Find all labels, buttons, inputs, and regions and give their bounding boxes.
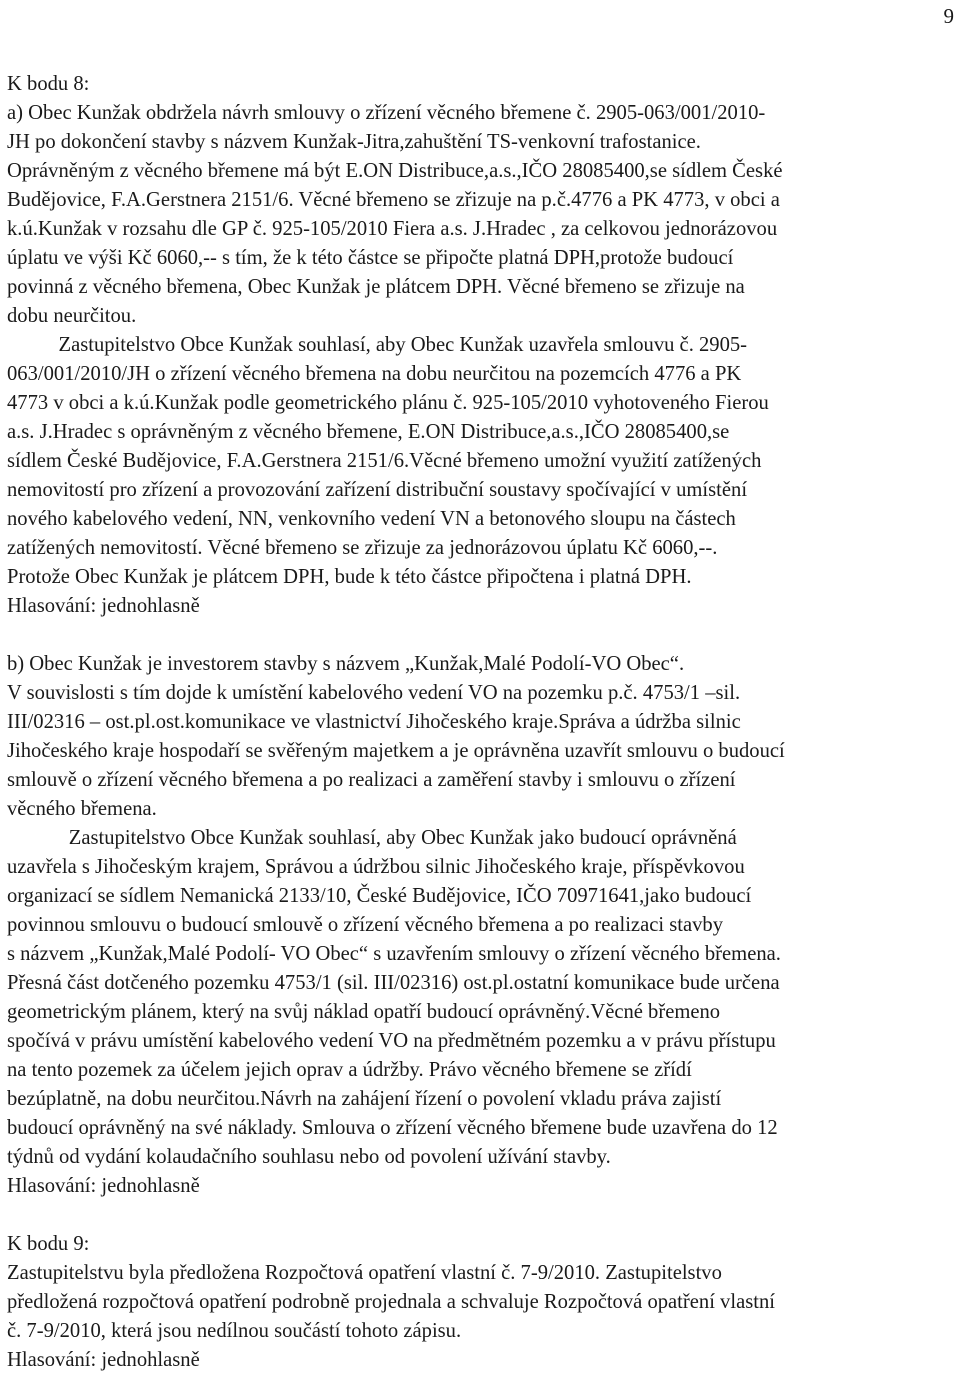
- item9-vote: Hlasování: jednohlasně: [7, 1349, 200, 1371]
- text-line: povinnou smlouvu o budoucí smlouvě o zřízení věcného břemena a po realizaci stavby: [7, 914, 723, 936]
- text-line: 4773 v obci a k.ú.Kunžak podle geometrického plánu č. 925-105/2010 vyhotoveného Fierou: [7, 392, 769, 414]
- item8-b-paragraph: [7, 650, 953, 1172]
- page-number: 9: [943, 4, 954, 28]
- item9-heading: K bodu 9:: [7, 1233, 90, 1255]
- text-line: s názvem „Kunžak,Malé Podolí- VO Obec“ s uzavřením smlouvy o zřízení věcného břemena.: [7, 943, 781, 965]
- text-line: k.ú.Kunžak v rozsahu dle GP č. 925-105/2010 Fiera a.s. J.Hradec , za celkovou jednorázovou: [7, 218, 778, 240]
- item8-heading: K bodu 8:: [7, 73, 90, 95]
- text-line: organizací se sídlem Nemanická 2133/10, České Budějovice, IČO 70971641,jako budoucí: [7, 885, 752, 907]
- text-line: spočívá v právu umístění kabelového vedení VO na předmětném pozemku a v právu přístupu: [7, 1030, 776, 1052]
- text-line: úplatu ve výši Kč 6060,-- s tím, že k této částce se připočte platná DPH,protože budoucí: [7, 247, 734, 269]
- text-line: sídlem České Budějovice, F.A.Gerstnera 2151/6.Věcné břemeno umožní využití zatížených: [7, 450, 762, 472]
- item8-a-paragraph: [7, 99, 953, 592]
- text-line: smlouvě o zřízení věcného břemena a po realizaci a zaměření stavby i smlouvu o zřízení: [7, 769, 736, 791]
- text-line: a.s. J.Hradec s oprávněným z věcného břemene, E.ON Distribuce,a.s.,IČO 28085400,se: [7, 421, 730, 443]
- text-line: č. 7-9/2010, která jsou nedílnou součástí tohoto zápisu.: [7, 1320, 462, 1342]
- text-line: Zastupitelstvo Obce Kunžak souhlasí, aby Obec Kunžak uzavřela smlouvu č. 2905-: [7, 334, 748, 356]
- text-line: 063/001/2010/JH o zřízení věcného břemena na dobu neurčitou na pozemcích 4776 a PK: [7, 363, 742, 385]
- text-line: nemovitostí pro zřízení a provozování zařízení distribuční soustavy spočívající v umístění: [7, 479, 748, 501]
- document-body: [7, 70, 953, 1375]
- text-line: b) Obec Kunžak je investorem stavby s názvem „Kunžak,Malé Podolí-VO Obec“.: [7, 653, 685, 675]
- paragraph-gap: [7, 1201, 953, 1230]
- text-line: týdnů od vydání kolaudačního souhlasu nebo od povolení užívání stavby.: [7, 1146, 611, 1168]
- text-line: Oprávněným z věcného břemene má být E.ON Distribuce,a.s.,IČO 28085400,se sídlem České: [7, 160, 783, 182]
- text-line: budoucí oprávněný na své náklady. Smlouva o zřízení věcného břemene bude uzavřena do 12: [7, 1117, 778, 1139]
- text-line: věcného břemena.: [7, 798, 157, 820]
- text-line: uzavřela s Jihočeským krajem, Správou a údržbou silnic Jihočeského kraje, příspěvkovou: [7, 856, 745, 878]
- text-line: Protože Obec Kunžak je plátcem DPH, bude k této částce připočtena i platná DPH.: [7, 566, 692, 588]
- item8-b-vote: Hlasování: jednohlasně: [7, 1175, 200, 1197]
- text-line: Jihočeského kraje hospodaří se svěřeným majetkem a je oprávněna uzavřít smlouvu o budoucí: [7, 740, 785, 762]
- text-line: Přesná část dotčeného pozemku 4753/1 (sil. III/02316) ost.pl.ostatní komunikace bude určena: [7, 972, 780, 994]
- text-line: III/02316 – ost.pl.ost.komunikace ve vlastnictví Jihočeského kraje.Správa a údržba silnic: [7, 711, 741, 733]
- text-line: geometrickým plánem, který na svůj náklad opatří budoucí oprávněný.Věcné břemeno: [7, 1001, 721, 1023]
- text-line: bezúplatně, na dobu neurčitou.Návrh na zahájení řízení o povolení vkladu práva zajistí: [7, 1088, 722, 1110]
- text-line: předložená rozpočtová opatření podrobně projednala a schvaluje Rozpočtová opatření vlastní: [7, 1291, 775, 1313]
- item9-paragraph: [7, 1259, 953, 1346]
- text-line: nového kabelového vedení, NN, venkovního vedení VN a betonového sloupu na částech: [7, 508, 736, 530]
- text-line: Budějovice, F.A.Gerstnera 2151/6. Věcné břemeno se zřizuje na p.č.4776 a PK 4773, v obci a: [7, 189, 780, 211]
- paragraph-gap: [7, 621, 953, 650]
- text-line: na tento pozemek za účelem jejich oprav a údržby. Právo věcného břemene se zřídí: [7, 1059, 692, 1081]
- text-line: povinná z věcného břemena, Obec Kunžak je plátcem DPH. Věcné břemeno se zřizuje na: [7, 276, 745, 298]
- text-line: zatížených nemovitostí. Věcné břemeno se zřizuje za jednorázovou úplatu Kč 6060,--.: [7, 537, 718, 559]
- text-line: V souvislosti s tím dojde k umístění kabelového vedení VO na pozemku p.č. 4753/1 –sil.: [7, 682, 741, 704]
- text-line: JH po dokončení stavby s názvem Kunžak-Jitra,zahuštění TS-venkovní trafostanice.: [7, 131, 701, 153]
- item8-a-vote: Hlasování: jednohlasně: [7, 595, 200, 617]
- text-line: a) Obec Kunžak obdržela návrh smlouvy o zřízení věcného břemene č. 2905-063/001/2010-: [7, 102, 766, 124]
- text-line: Zastupitelstvu byla předložena Rozpočtová opatření vlastní č. 7-9/2010. Zastupitelstvo: [7, 1262, 722, 1284]
- text-line: dobu neurčitou.: [7, 305, 137, 327]
- text-line: Zastupitelstvo Obce Kunžak souhlasí, aby Obec Kunžak jako budoucí oprávněná: [7, 827, 737, 849]
